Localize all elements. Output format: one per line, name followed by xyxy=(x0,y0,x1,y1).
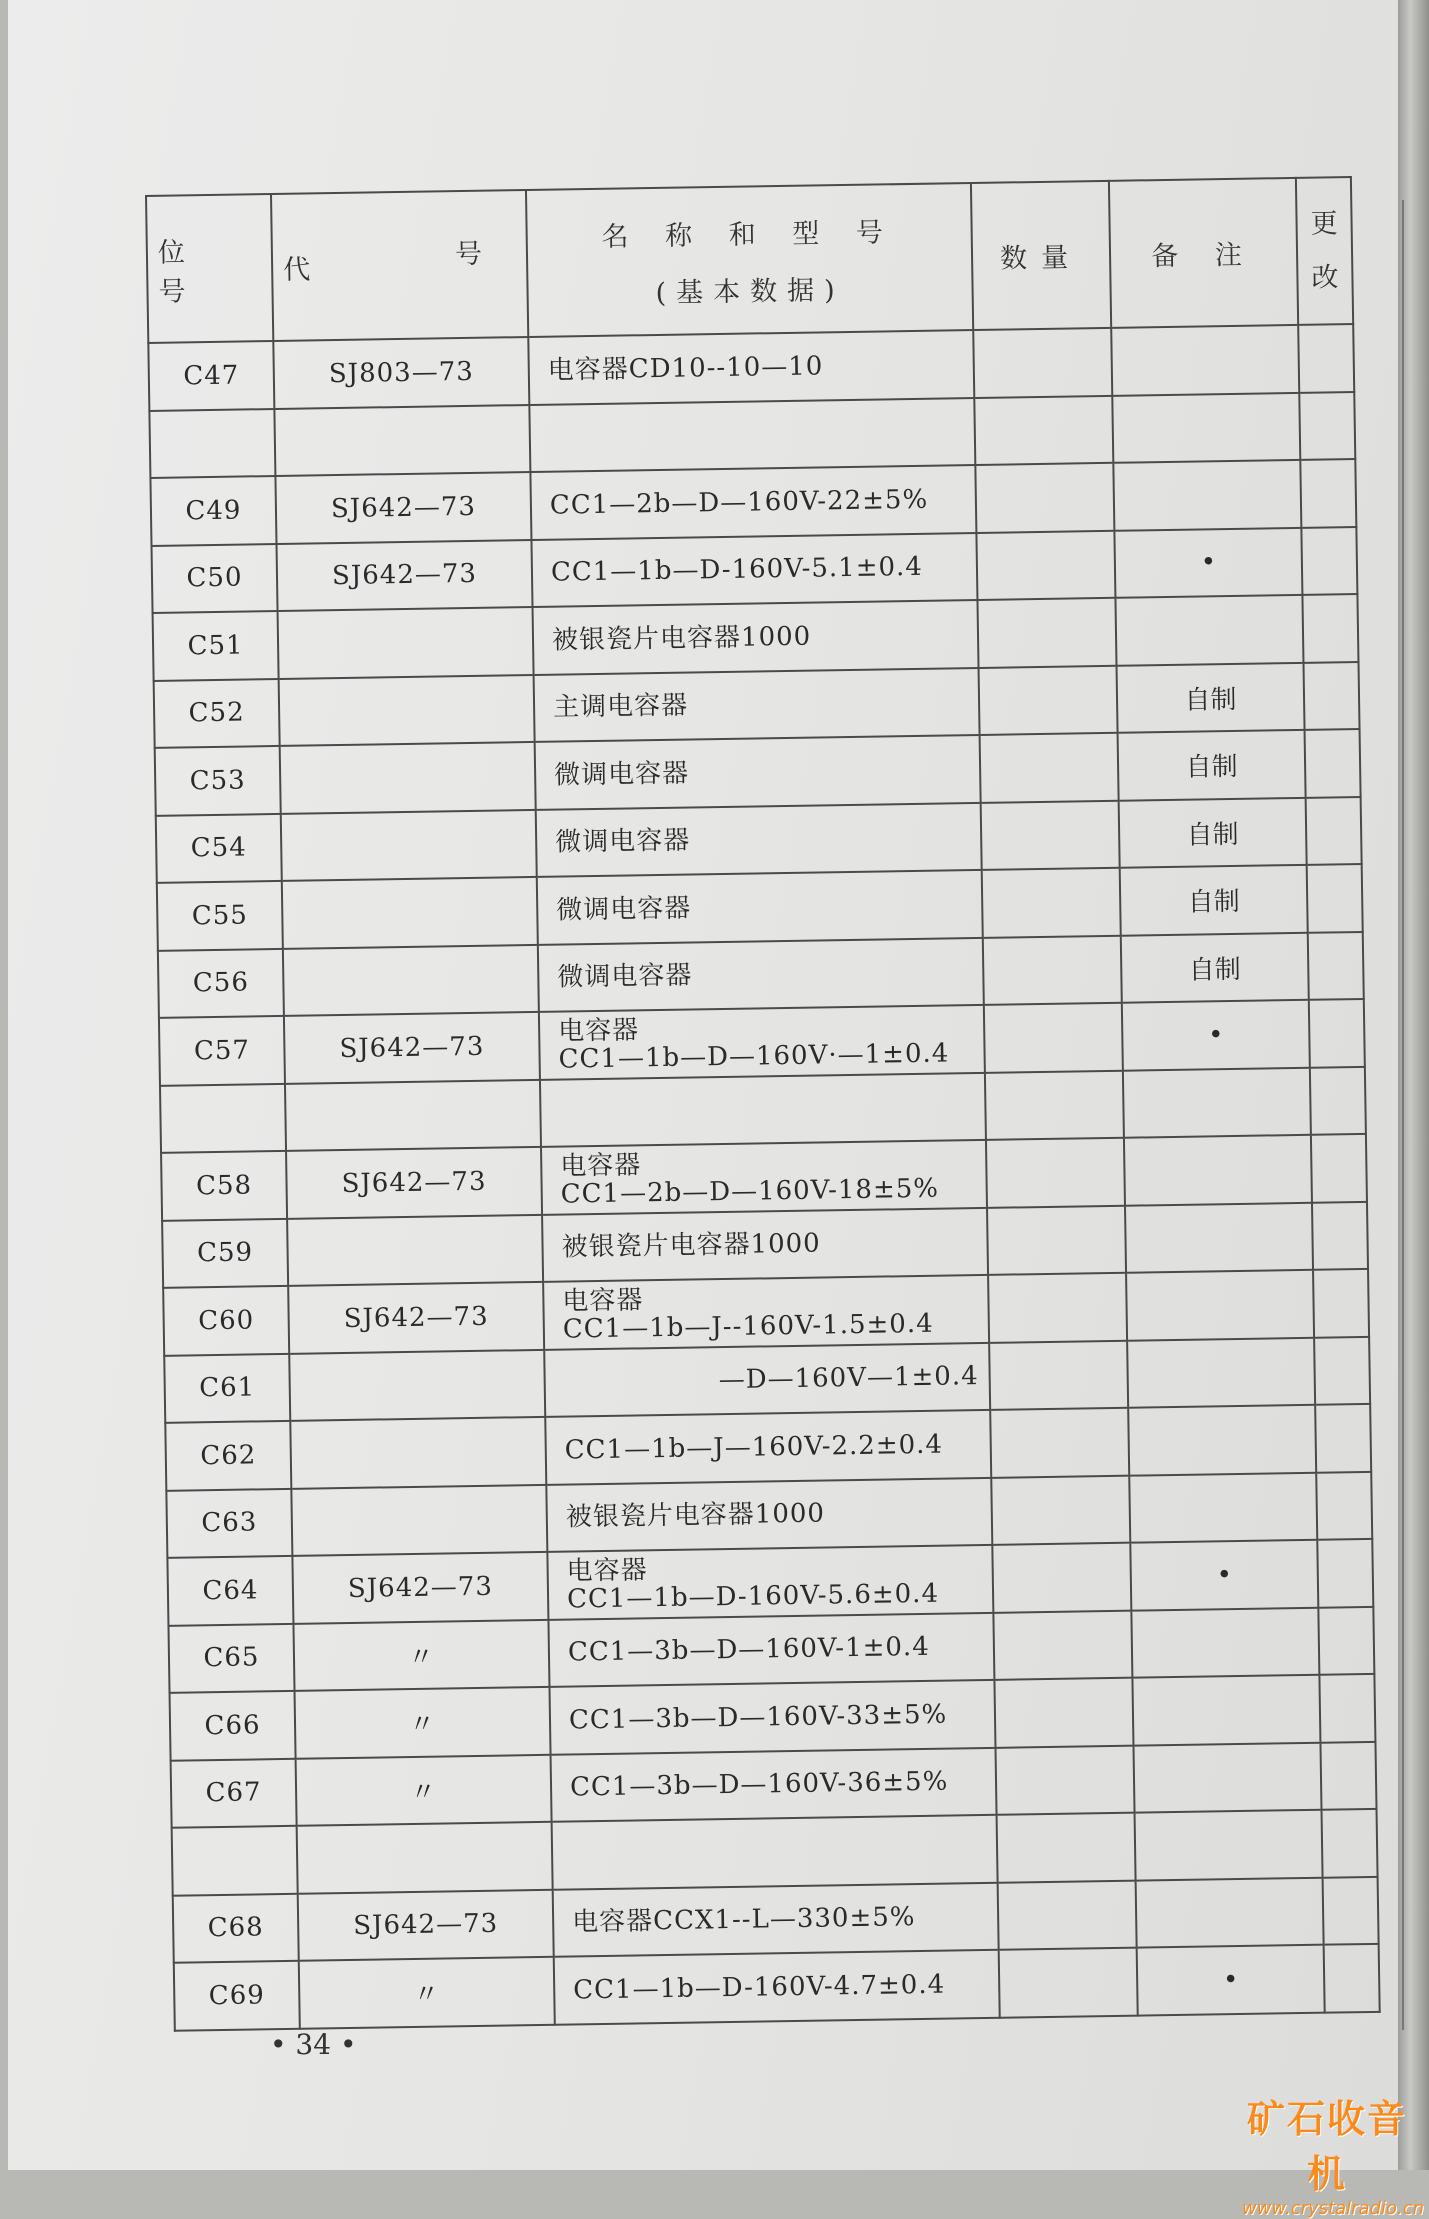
cell-change xyxy=(1308,931,1364,999)
cell-position: C64 xyxy=(167,1556,293,1625)
cell-name xyxy=(548,1612,994,1686)
watermark-title: 矿石收音机 xyxy=(1246,2097,1407,2196)
cell-position: C51 xyxy=(153,611,279,680)
header-change-line1: 更 xyxy=(1310,207,1338,240)
cell-quantity xyxy=(987,1205,1126,1275)
cell-name xyxy=(529,397,975,471)
cell-change xyxy=(1311,1134,1367,1202)
cell-position: C57 xyxy=(159,1016,285,1085)
table-body xyxy=(148,324,1379,2030)
cell-remarks: 自制 xyxy=(1119,797,1307,867)
cell-name-line: CC1—1b—J--160V-1.5±0.4 xyxy=(562,1308,934,1345)
cell-quantity xyxy=(995,1745,1134,1815)
header-code-part1: 代 xyxy=(282,254,325,286)
cell-code xyxy=(291,1484,547,1555)
cell-name xyxy=(539,1005,985,1079)
cell-position: C56 xyxy=(158,948,284,1017)
header-change-line2: 改 xyxy=(1311,261,1339,294)
page-edge xyxy=(1398,0,1429,2170)
cell-change xyxy=(1303,661,1359,729)
cell-quantity xyxy=(991,1475,1130,1545)
cell-change xyxy=(1307,864,1363,932)
cell-change xyxy=(1302,594,1358,662)
header-name-line1: 名 称 和 型 号 xyxy=(601,216,898,253)
cell-name xyxy=(541,1140,987,1214)
cell-name-line: 电容器 xyxy=(560,1150,642,1182)
cell-quantity xyxy=(988,1273,1127,1343)
cell-remarks: • xyxy=(1122,1000,1310,1070)
cell-name-line xyxy=(571,1849,986,1856)
cell-position: C66 xyxy=(170,1691,296,1760)
cell-position: C60 xyxy=(163,1286,289,1355)
cell-quantity xyxy=(980,733,1119,803)
cell-name-line: 被银瓷片电容器1000 xyxy=(565,1498,826,1533)
cell-code xyxy=(282,877,538,948)
cell-name-line: CC1—3b—D—160V-1±0.4 xyxy=(567,1632,930,1668)
cell-position: C69 xyxy=(174,1961,300,2030)
cell-remarks xyxy=(1131,1607,1319,1677)
cell-name-line: 电容器CD10--10—10 xyxy=(547,351,824,386)
cell-remarks xyxy=(1115,595,1303,665)
cell-quantity xyxy=(998,1880,1137,1950)
cell-quantity xyxy=(973,328,1112,398)
cell-name-line: CC1—1b—J—160V-2.2±0.4 xyxy=(564,1429,944,1466)
cell-position: C63 xyxy=(166,1488,292,1557)
cell-change xyxy=(1319,1674,1375,1742)
cell-name xyxy=(549,1680,995,1754)
cell-change xyxy=(1306,796,1362,864)
cell-change xyxy=(1318,1606,1374,1674)
cell-name xyxy=(528,330,974,404)
cell-remarks xyxy=(1112,392,1300,462)
cell-remarks xyxy=(1132,1675,1320,1745)
cell-name xyxy=(545,1410,991,1484)
cell-quantity xyxy=(990,1408,1129,1478)
cell-quantity xyxy=(981,800,1120,870)
cell-remarks xyxy=(1133,1742,1321,1812)
header-name-line2: (基本数据) xyxy=(655,274,845,309)
header-code-part2: 号 xyxy=(454,238,497,271)
cell-change xyxy=(1300,459,1356,527)
cell-position: C67 xyxy=(171,1758,297,1827)
header-change xyxy=(1296,177,1353,325)
cell-name xyxy=(546,1477,992,1551)
cell-name-line: —D—160V—1±0.4 xyxy=(718,1361,979,1396)
cell-name-line: 主调电容器 xyxy=(552,690,689,723)
cell-change xyxy=(1299,392,1355,460)
cell-quantity xyxy=(979,665,1118,735)
cell-position: C52 xyxy=(154,678,280,747)
cell-remarks: • xyxy=(1130,1540,1318,1610)
cell-name-line xyxy=(549,431,964,438)
cell-code xyxy=(297,1822,553,1893)
cell-name xyxy=(530,465,976,539)
watermark-url: www.crystalradio.cn xyxy=(1242,2198,1425,2219)
cell-name xyxy=(534,667,980,741)
cell-position: C59 xyxy=(162,1218,288,1287)
cell-name xyxy=(544,1342,990,1416)
cell-position: C53 xyxy=(155,746,281,815)
cell-quantity xyxy=(993,1610,1132,1680)
cell-remarks xyxy=(1111,325,1299,395)
cell-name-line: CC1—2b—D—160V-22±5% xyxy=(549,484,929,521)
cell-name xyxy=(531,532,977,606)
cell-position: C49 xyxy=(150,476,276,545)
cell-name xyxy=(537,870,983,944)
cell-name xyxy=(543,1275,989,1349)
cell-name-line: 电容器 xyxy=(557,1015,640,1047)
cell-change xyxy=(1324,1944,1380,2012)
cell-remarks: 自制 xyxy=(1120,865,1308,935)
cell-position xyxy=(172,1826,298,1895)
page-number: • 34 • xyxy=(270,2028,357,2061)
table-header-row xyxy=(146,177,1353,343)
cell-change xyxy=(1305,729,1361,797)
cell-quantity xyxy=(994,1678,1133,1748)
cell-code: SJ642—73 xyxy=(284,1012,540,1083)
cell-remarks xyxy=(1129,1472,1317,1542)
cell-remarks xyxy=(1125,1202,1313,1272)
cell-name-line: 被银瓷片电容器1000 xyxy=(551,621,812,656)
cell-name-line: CC1—1b—D-160V-5.1±0.4 xyxy=(550,552,924,588)
cell-name-line: CC1—1b—D—160V·—1±0.4 xyxy=(558,1038,950,1075)
cell-name-line: CC1—1b—D-160V-4.7±0.4 xyxy=(573,1969,946,2006)
cell-position: C50 xyxy=(152,543,278,612)
cell-remarks xyxy=(1123,1067,1311,1137)
cell-position xyxy=(160,1083,286,1152)
cell-change xyxy=(1322,1809,1378,1877)
cell-code: SJ642—73 xyxy=(286,1147,542,1218)
cell-code: SJ642—73 xyxy=(298,1889,554,1960)
cell-name xyxy=(547,1545,993,1619)
cell-code xyxy=(281,809,537,880)
cell-quantity xyxy=(983,935,1122,1005)
cell-code: 〃 xyxy=(299,1957,555,2028)
cell-quantity xyxy=(999,1948,1138,2018)
cell-name-line: 电容器 xyxy=(566,1555,648,1587)
cell-name xyxy=(554,1950,1000,2024)
cell-quantity xyxy=(977,598,1116,668)
cell-change xyxy=(1309,999,1365,1067)
cell-name-line: CC1—3b—D—160V-33±5% xyxy=(568,1699,948,1736)
cell-code xyxy=(274,404,530,475)
cell-change xyxy=(1312,1201,1368,1269)
cell-name-line: 电容器CCX1--L—330±5% xyxy=(571,1902,916,1938)
cell-code xyxy=(285,1079,541,1150)
cell-change xyxy=(1323,1876,1379,1944)
cell-change xyxy=(1301,527,1357,595)
cell-code: SJ803—73 xyxy=(273,337,529,408)
cell-quantity xyxy=(989,1340,1128,1410)
header-position: 位 号 xyxy=(146,194,273,343)
header-name xyxy=(526,183,973,337)
cell-name-line: 微调电容器 xyxy=(554,825,691,858)
cell-code xyxy=(289,1349,545,1420)
cell-code: SJ642—73 xyxy=(276,539,532,610)
header-quantity: 数量 xyxy=(971,181,1111,330)
cell-quantity xyxy=(976,530,1115,600)
cell-position: C65 xyxy=(168,1623,294,1692)
cell-name xyxy=(540,1072,986,1146)
cell-code xyxy=(290,1417,546,1488)
cell-code xyxy=(278,607,534,678)
cell-name xyxy=(552,1815,998,1889)
cell-name xyxy=(536,802,982,876)
cell-quantity xyxy=(985,1070,1124,1140)
cell-name-line: 微调电容器 xyxy=(557,960,693,993)
cell-change xyxy=(1320,1741,1376,1809)
cell-quantity xyxy=(997,1813,1136,1883)
cell-position: C55 xyxy=(157,881,283,950)
parts-table xyxy=(145,176,1381,2031)
cell-quantity xyxy=(984,1003,1123,1073)
cell-code: SJ642—73 xyxy=(292,1552,548,1623)
cell-remarks: • xyxy=(1137,1945,1325,2015)
cell-code: SJ642—73 xyxy=(288,1282,544,1353)
cell-quantity xyxy=(974,395,1113,465)
cell-name xyxy=(551,1747,997,1821)
cell-change xyxy=(1317,1539,1373,1607)
header-remarks: 备 注 xyxy=(1109,178,1298,328)
cell-change xyxy=(1316,1471,1372,1539)
cell-quantity xyxy=(982,868,1121,938)
cell-remarks: 自制 xyxy=(1121,932,1309,1002)
parts-table-container xyxy=(145,176,1379,2031)
cell-code xyxy=(279,674,535,745)
cell-quantity xyxy=(992,1543,1131,1613)
cell-position: C54 xyxy=(156,813,282,882)
cell-position: C61 xyxy=(164,1353,290,1422)
cell-change xyxy=(1314,1336,1370,1404)
cell-remarks: • xyxy=(1114,527,1302,597)
cell-name-line: 微调电容器 xyxy=(556,893,692,926)
cell-name-line: CC1—2b—D—160V-18±5% xyxy=(560,1173,940,1210)
cell-name xyxy=(538,937,984,1011)
cell-name-line: 微调电容器 xyxy=(553,758,690,791)
cell-position: C62 xyxy=(165,1421,291,1490)
cell-change xyxy=(1298,324,1354,392)
cell-position xyxy=(149,408,275,477)
cell-code xyxy=(280,742,536,813)
cell-name xyxy=(553,1882,999,1956)
cell-remarks xyxy=(1113,460,1301,530)
cell-name-line: 电容器 xyxy=(562,1285,644,1317)
cell-remarks xyxy=(1127,1337,1315,1407)
watermark-logo xyxy=(1242,2088,1425,2219)
cell-name-line xyxy=(559,1106,974,1113)
cell-position: C58 xyxy=(161,1151,287,1220)
cell-code xyxy=(287,1214,543,1285)
cell-remarks: 自制 xyxy=(1118,730,1306,800)
cell-remarks xyxy=(1135,1810,1323,1880)
cell-change xyxy=(1313,1269,1369,1337)
cell-position: C68 xyxy=(173,1893,299,1962)
cell-name xyxy=(535,735,981,809)
cell-name-line: 被银瓷片电容器1000 xyxy=(561,1228,821,1263)
cell-remarks xyxy=(1124,1135,1312,1205)
cell-remarks xyxy=(1126,1270,1314,1340)
cell-change xyxy=(1310,1066,1366,1134)
cell-code: 〃 xyxy=(296,1754,552,1825)
header-code xyxy=(271,190,528,341)
cell-remarks: 自制 xyxy=(1117,662,1305,732)
cell-code: 〃 xyxy=(293,1619,549,1690)
cell-code: 〃 xyxy=(295,1687,551,1758)
cell-name xyxy=(542,1207,988,1281)
cell-position: C47 xyxy=(148,341,274,410)
cell-code xyxy=(283,944,539,1015)
cell-remarks xyxy=(1128,1405,1316,1475)
cell-name xyxy=(533,600,979,674)
cell-change xyxy=(1315,1404,1371,1472)
cell-code: SJ642—73 xyxy=(275,472,531,543)
cell-remarks xyxy=(1136,1877,1324,1947)
cell-name-line: CC1—1b—D-160V-5.6±0.4 xyxy=(566,1578,940,1615)
cell-quantity xyxy=(986,1138,1125,1208)
cell-name-line: CC1—3b—D—160V-36±5% xyxy=(569,1766,949,1803)
cell-quantity xyxy=(975,463,1114,533)
